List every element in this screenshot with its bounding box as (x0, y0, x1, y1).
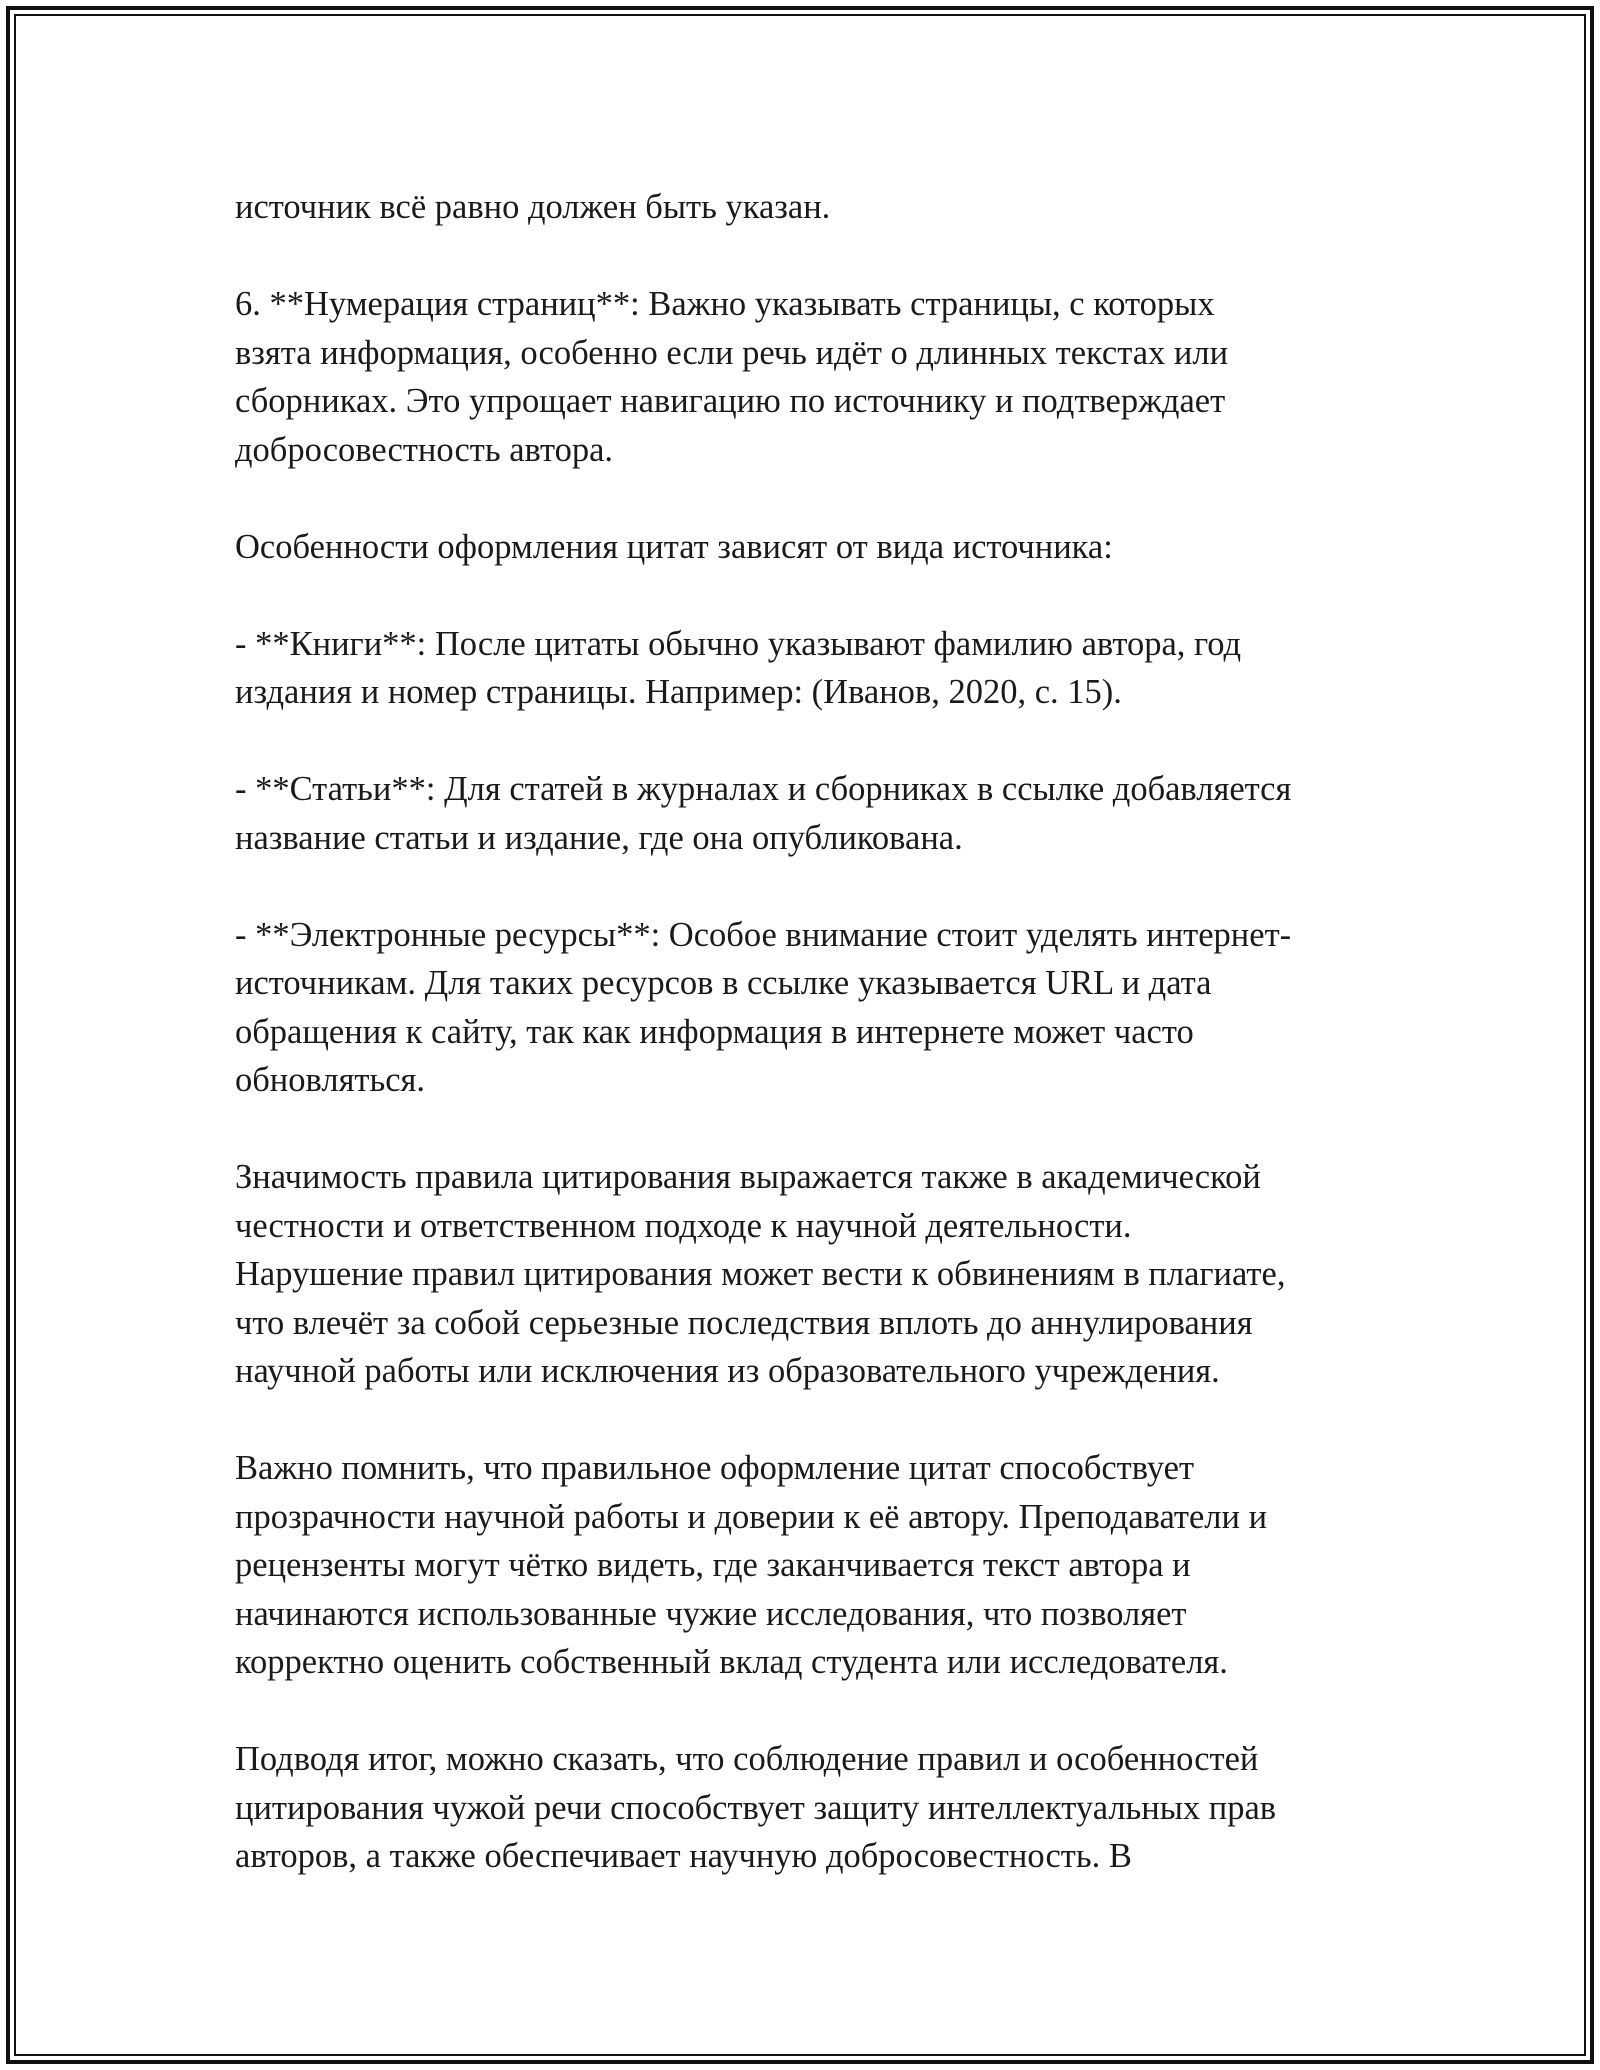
paragraph-conclusion: Подводя итог, можно сказать, что соблюдение правил и особенностей цитирования чужой речи способствует защиту интеллектуальных прав авторов, а также обеспечивает научную добросовестность. В (235, 1740, 1277, 1875)
paragraph-citation-features-intro: Особенности оформления цитат зависят от вида источника: (235, 527, 1113, 566)
list-item-articles: - **Статьи**: Для статей в журналах и сборниках в ссылке добавляется название статьи и издание, где она опубликована. (235, 770, 1292, 857)
paragraph-citation-significance: Значимость правила цитирования выражается также в академической честности и ответственном подходе к научной деятельности. Нарушение правил цитирования может вести к обвинениям в плагиате, что влечёт за собой серьезные последствия вплоть до аннулирования научной работы или исключения из образовательного учреждения. (235, 1158, 1286, 1390)
list-item-electronic-resources: - **Электронные ресурсы**: Особое внимание стоит уделять интернет- источникам. Для таких ресурсов в ссылке указывается URL и дата обращения к сайту, так как информация в интернете может часто обновляться. (235, 915, 1292, 1099)
paragraph-importance: Важно помнить, что правильное оформление цитат способствует прозрачности научной работы и доверии к её автору. Преподаватели и рецензенты могут чётко видеть, где заканчивается текст автора и начинаются использованные чужие исследования, что позволяет корректно оценить собственный вклад студента или исследователя. (235, 1449, 1268, 1681)
list-item-books: - **Книги**: После цитаты обычно указывают фамилию автора, год издания и номер страницы. Например: (Иванов, 2020, с. 15). (235, 624, 1242, 711)
document-body (235, 183, 1385, 1881)
paragraph-continuation: источник всё равно должен быть указан. (235, 188, 831, 226)
paragraph-page-numbering: 6. **Нумерация страниц**: Важно указывать страницы, с которых взята информация, особенно если речь идёт о длинных текстах или сборниках. Это упрощает навигацию по источнику и подтверждает добросовестность автора. (235, 285, 1229, 469)
